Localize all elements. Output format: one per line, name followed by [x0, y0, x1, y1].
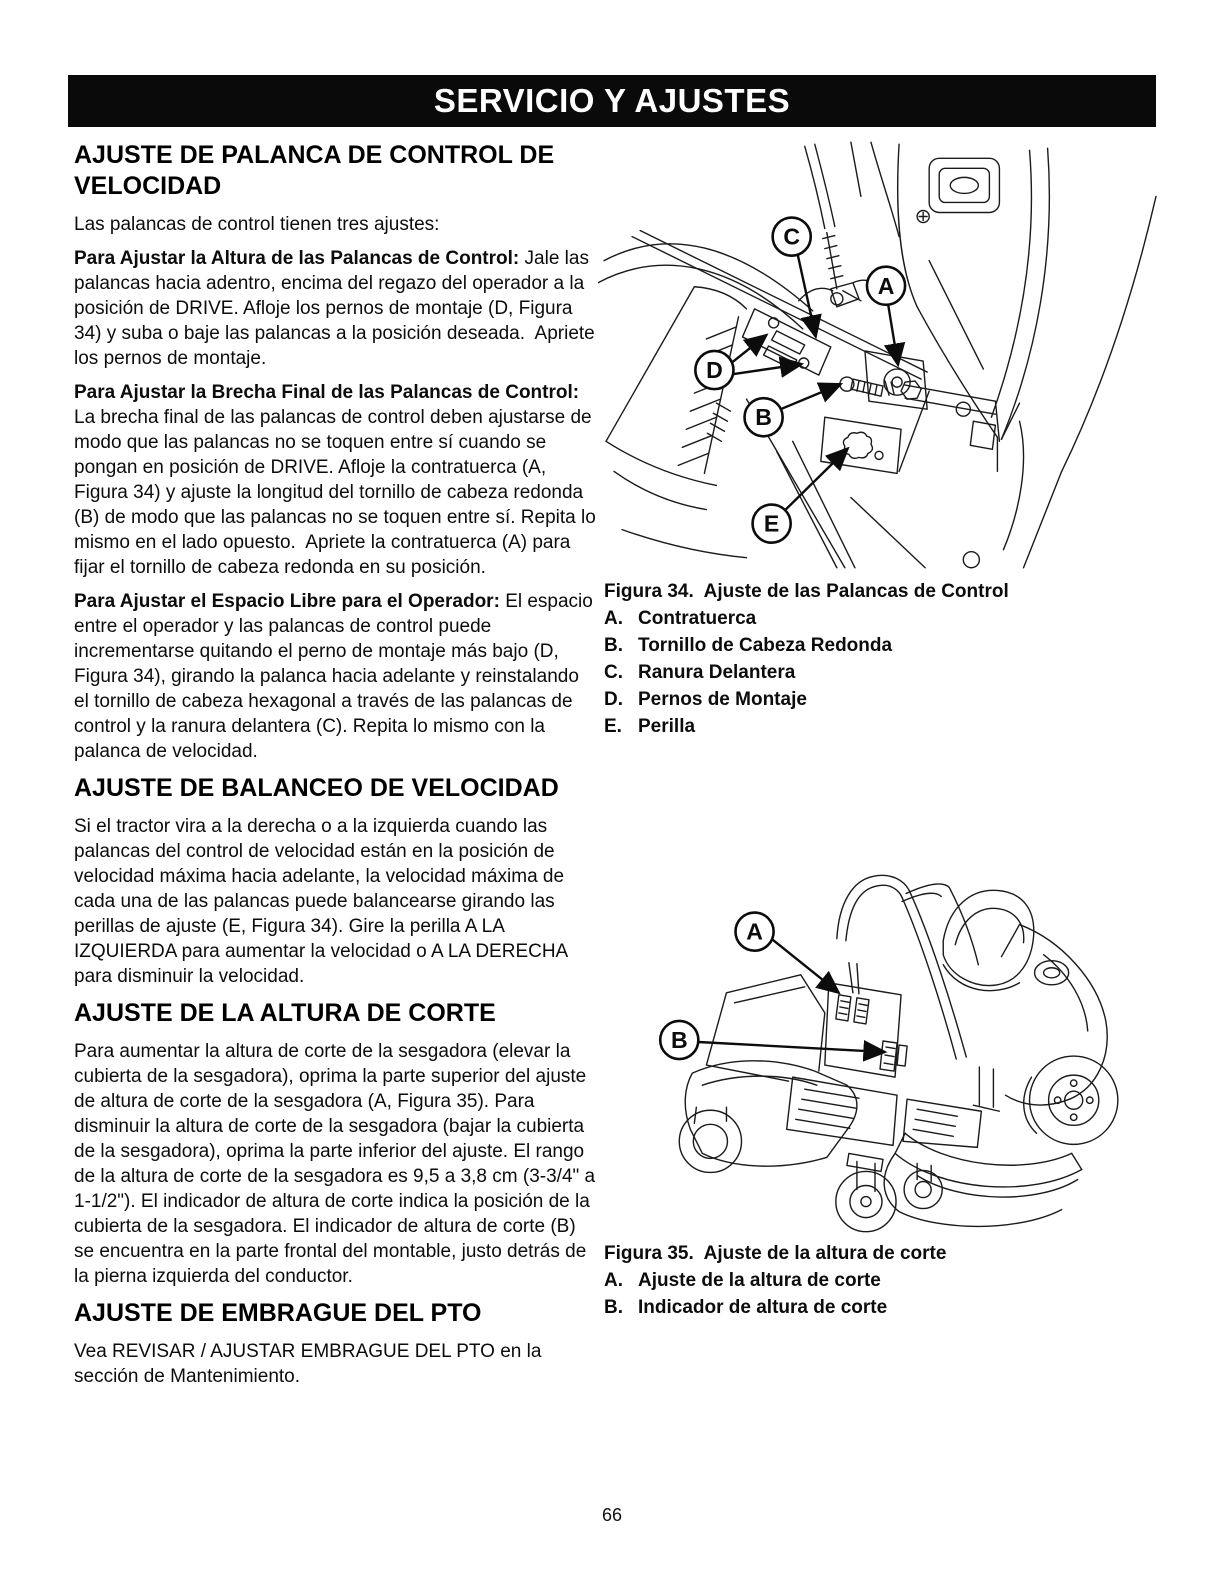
callout-arrow-b — [698, 1042, 885, 1052]
figure-34-item-d: D. Pernos de Montaje — [604, 689, 807, 710]
paragraph-altura-palancas: Para Ajustar la Altura de las Palancas de Control: Jale las palancas hacia adentro, encima del regazo del operador a la posición de DRIVE. Afloje los pernos de montaje (D, Figura 34) y suba o baje las palancas a la posición deseada. Apriete los pernos de montaje. — [74, 248, 601, 369]
callout-a-letter: A — [877, 272, 895, 299]
callout-arrow-c — [798, 255, 816, 337]
section-title-balanceo: AJUSTE DE BALANCEO DE VELOCIDAD — [74, 774, 559, 802]
paragraph-heading: Para Ajustar la Brecha Final de las Palancas de Control: — [74, 382, 585, 403]
page-number: 66 — [601, 1505, 623, 1525]
paragraph-balanceo: Si el tractor vira a la derecha o a la izquierda cuando las palancas del control de velocidad están en la posición de velocidad máxima hacia adelante, la velocidad máxima de cada una de las palancas puede balancearse girando las perillas de ajuste (E, Figura 34). Gire la perilla A LA IZQUIERDA para aumentar la velocidad o A LA DERECHA para disminuir la velocidad. — [74, 816, 573, 987]
figure-34-caption-title: Figura 34. Ajuste de las Palancas de Control — [604, 581, 1009, 602]
paragraph-heading: Para Ajustar la Altura de las Palancas de Control: — [74, 248, 525, 269]
callout-arrow-a — [773, 940, 839, 993]
callout-c-letter: C — [783, 223, 801, 250]
figure-34-item-b: B. Tornillo de Cabeza Redonda — [604, 635, 893, 656]
page-title: SERVICIO Y AJUSTES — [433, 82, 791, 119]
paragraph-espacio-libre: Para Ajustar el Espacio Libre para el Operador: El espacio entre el operador y las palancas de control puede incrementarse quitando el perno de montaje más bajo (D, Figura 34), girando la palanca hacia adelante y reinstalando el tornillo de cabeza hexagonal a través de las palancas de control y la ranura delantera (C). Repita lo mismo con la palanca de velocidad. — [74, 591, 599, 762]
figure-35-drawing — [598, 843, 1160, 1239]
header-bar — [68, 75, 1156, 127]
callout-e-letter: E — [763, 510, 780, 537]
intro-paragraph: Las palancas de control tienen tres ajustes: — [74, 214, 440, 235]
callout-b-letter: B — [670, 1027, 688, 1054]
figure-34-caption — [604, 578, 1160, 740]
figure-35-item-b: B. Indicador de altura de corte — [604, 1297, 888, 1318]
callout-arrow-d1 — [732, 335, 766, 362]
paragraph-heading: Para Ajustar el Espacio Libre para el Operador: — [74, 591, 506, 612]
paragraph-brecha-final: Para Ajustar la Brecha Final de las Palancas de Control: La brecha final de las palancas de control deben ajustarse de modo que las palancas no se toquen entre sí cuando se pongan en posición de DRIVE. Afloje la contratuerca (A, Figura 34) y ajuste la longitud del tornillo de cabeza redonda (B) de modo que las palancas no se toquen entre sí. Repita lo mismo en el lado opuesto. Apriete la contratuerca (A) para fijar el tornillo de cabeza redonda en su posición. — [74, 382, 602, 578]
control-lever-adjustment-illustration — [598, 140, 1160, 570]
callout-a-letter: A — [746, 918, 763, 945]
figure-34-item-e: E. Perilla — [604, 716, 696, 737]
figure-35-item-a: A. Ajuste de la altura de corte — [604, 1270, 881, 1291]
figure-35-caption-title: Figura 35. Ajuste de la altura de corte — [604, 1243, 947, 1264]
paragraph-altura-corte: Para aumentar la altura de corte de la sesgadora (elevar la cubierta de la sesgadora), oprima la parte superior del ajuste de altura de corte de la sesgadora (A, Figura 35). Para disminuir la altura de corte de la sesgadora (bajar la cubierta de la sesgadora), oprima la parte inferior del ajuste. El rango de la altura de corte de la sesgadora es 9,5 a 3,8 cm (3-3/4" a 1-1/2"). El indicador de altura de corte indica la posición de la cubierta de la sesgadora. El indicador de altura de corte (B) se encuentra en la parte frontal del montable, justo detrás de la pierna izquierda del conductor. — [74, 1041, 601, 1287]
callout-b-letter: B — [755, 404, 772, 431]
figure-34-item-c: C. Ranura Delantera — [604, 662, 796, 683]
section-title-embrague-pto: AJUSTE DE EMBRAGUE DEL PTO — [74, 1299, 482, 1327]
section-title-palanca-control: AJUSTE DE PALANCA DE CONTROL DE VELOCIDAD — [74, 141, 555, 200]
figure-35-caption — [604, 1240, 1160, 1321]
section-title-altura-corte: AJUSTE DE LA ALTURA DE CORTE — [74, 999, 496, 1027]
mower-height-adjustment-illustration — [598, 843, 1160, 1239]
figure-34-drawing — [598, 140, 1160, 570]
text-column — [74, 140, 602, 1398]
callout-d-letter: D — [706, 357, 723, 384]
paragraph-embrague-pto: Vea REVISAR / AJUSTAR EMBRAGUE DEL PTO en la sección de Mantenimiento. — [74, 1341, 547, 1387]
callout-arrow-b — [781, 384, 841, 409]
figure-34-item-a: A. Contratuerca — [604, 608, 757, 629]
